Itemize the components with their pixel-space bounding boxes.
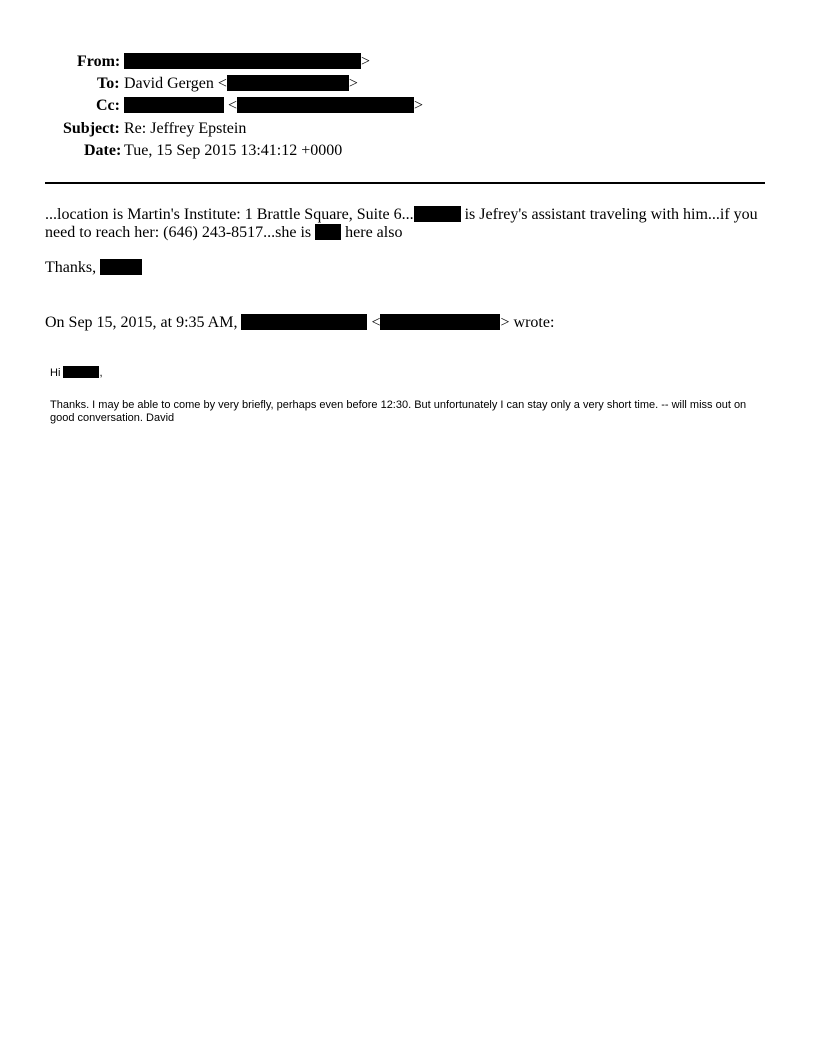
message-text: ...location is Martin's Institute: 1 Brattle Square, Suite 6... [45, 206, 414, 223]
cc-mid: < [228, 97, 238, 114]
quote-header-mid: < [367, 314, 381, 331]
redaction-block [414, 206, 461, 222]
from-label: From: [77, 53, 121, 70]
quote-header-suffix: > wrote: [500, 314, 555, 331]
quoted-body: Thanks. I may be able to come by very briefly, perhaps even before 12:30. But unfortunately I can stay only a very short time. -- will miss out on good conversation. David [50, 399, 747, 424]
cc-row [0, 95, 600, 117]
redaction-block [380, 314, 500, 330]
header-divider [45, 182, 765, 184]
redaction-block [237, 97, 414, 113]
redaction-block [124, 53, 361, 69]
subject-value: Re: Jeffrey Epstein [124, 120, 247, 137]
redaction-block [227, 75, 349, 91]
cc-label: Cc: [96, 97, 120, 114]
from-value [124, 51, 370, 73]
to-suffix: > [348, 75, 358, 92]
to-name: David Gergen < [124, 75, 227, 92]
message-text: is Jefrey's assistant traveling with him...if you [460, 206, 758, 223]
signoff [45, 259, 770, 277]
message-text: need to reach her: (646) 243-8517...she is [45, 224, 316, 241]
message-line-2 [45, 224, 770, 242]
message-text: here also [341, 224, 403, 241]
to-value [124, 73, 358, 95]
from-suffix: > [361, 53, 371, 70]
redaction-block [315, 224, 341, 240]
redaction-block [241, 314, 367, 330]
cc-suffix: > [414, 97, 424, 114]
quoted-greeting [50, 366, 765, 380]
redaction-block [124, 97, 224, 113]
to-row [0, 73, 600, 95]
quote-header-prefix: On Sep 15, 2015, at 9:35 AM, [45, 314, 242, 331]
cc-value [124, 95, 423, 117]
quote-header [45, 314, 770, 332]
subject-row [0, 118, 600, 140]
thanks-text: Thanks, [45, 259, 101, 276]
greeting-text: Hi [50, 367, 64, 379]
from-row [0, 51, 600, 73]
date-label: Date: [84, 142, 122, 159]
to-label: To: [97, 75, 120, 92]
subject-label: Subject: [63, 120, 120, 137]
date-value: Tue, 15 Sep 2015 13:41:12 +0000 [124, 142, 343, 159]
message-body [45, 206, 770, 242]
greeting-comma: , [99, 367, 103, 379]
redaction-block [63, 366, 99, 378]
message-line-1 [45, 206, 770, 224]
date-row [0, 140, 600, 162]
redaction-block [100, 259, 142, 275]
